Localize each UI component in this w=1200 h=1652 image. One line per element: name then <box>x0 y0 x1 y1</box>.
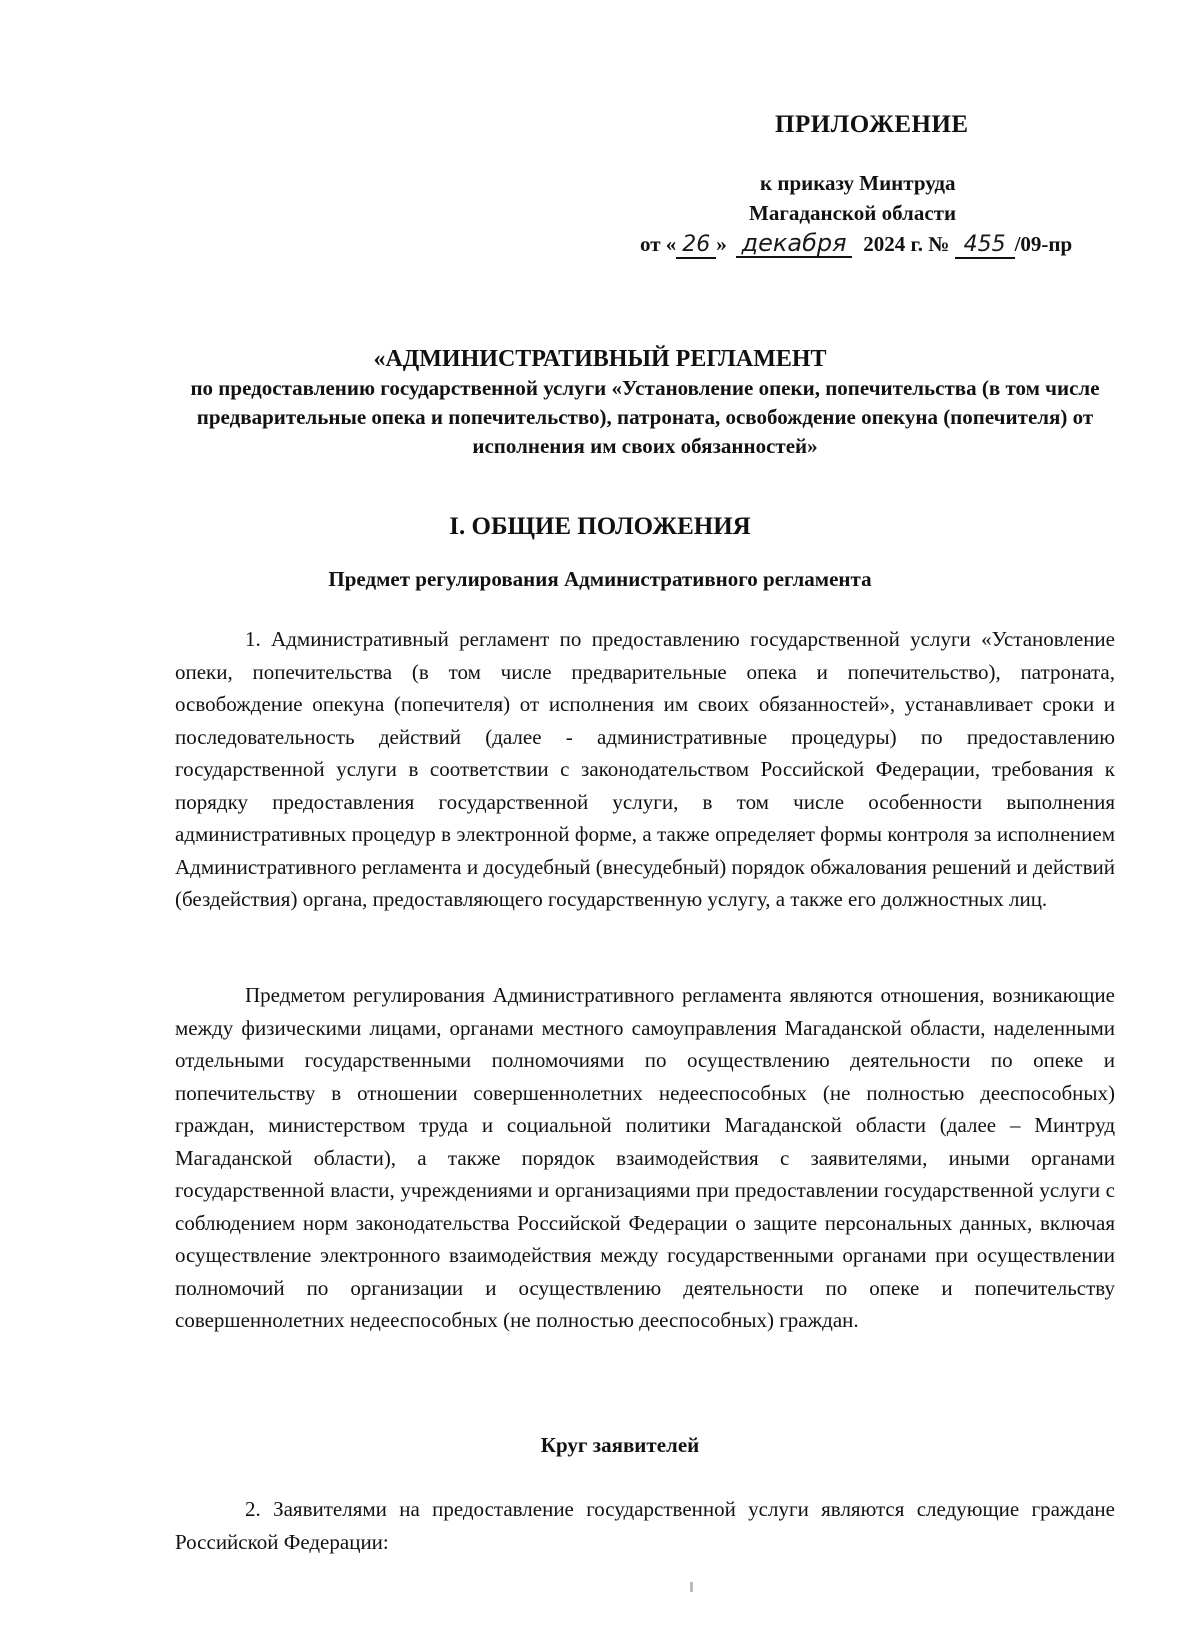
section-title: I. ОБЩИЕ ПОЛОЖЕНИЯ <box>449 513 751 540</box>
handwritten-day: 26 <box>676 233 716 259</box>
order-reference-line-2: Магаданской области <box>749 201 957 225</box>
subheading-applicants: Круг заявителей <box>540 1433 700 1457</box>
handwritten-order-number: 455 <box>955 233 1015 259</box>
paragraph-3: 2. Заявителями на предоставление государственной услуги являются следующие граждане Российской Федерации: <box>175 1497 1115 1554</box>
appendix-title: ПРИЛОЖЕНИЕ <box>775 111 969 138</box>
date-year-label: 2024 г. № <box>863 232 950 256</box>
paragraph-1: 1. Административный регламент по предоставлению государственной услуги «Установление опеки, попечительства (в том числе предварительные опека и попечительство), патроната, освобождение опекуна (попечителя) от исполнения им своих обязанностей», устанавливает сроки и последовательность действий (далее - административные процедуры) по предоставлению государственной услуги в соответствии с законодательством Российской Федерации, требования к порядку предоставления государственной услуги, в том числе особенности выполнения административных процедур в электронной форме, а также определяет формы контроля за исполнением Административного регламента и досудебный (внесудебный) порядок обжалования решений и действий (бездействия) органа, предоставляющего государственную услугу, а также его должностных лиц. <box>175 627 1115 911</box>
regulation-title: «АДМИНИСТРАТИВНЫЙ РЕГЛАМЕНТ <box>373 346 827 372</box>
order-reference-line-1: к приказу Минтруда <box>760 171 956 195</box>
order-date-line <box>640 230 1072 259</box>
date-prefix: от « <box>640 232 677 256</box>
regulation-subtitle: по предоставлению государственной услуги «Установление опеки, попечительства (в том числе предварительные опека и попечительство), патроната, освобождение опекуна (попечителя) от исполнения им своих обязанностей» <box>190 376 1100 458</box>
paragraph-2: Предметом регулирования Административного регламента являются отношения, возникающие между физическими лицами, органами местного самоуправления Магаданской области, наделенными отдельными государственными полномочиями по осуществлению деятельности по опеке и попечительству в отношении совершеннолетних недееспособных (не полностью дееспособных) граждан, министерством труда и социальной политики Магаданской области (далее – Минтруд Магаданской области), а также порядок взаимодействия с заявителями, иными органами государственной власти, учреждениями и организациями при предоставлении государственной услуги с соблюдением норм законодательства Российской Федерации о защите персональных данных, включая осуществление электронного взаимодействия между государственными органами при осуществлении полномочий по организации и осуществлению деятельности по опеке и попечительству совершеннолетних недееспособных (не полностью дееспособных) граждан. <box>175 983 1115 1332</box>
scan-artifact <box>690 1582 693 1592</box>
subheading-subject: Предмет регулирования Административного регламента <box>328 567 872 591</box>
handwritten-month: декабря <box>736 230 852 258</box>
order-number-suffix: /09-пр <box>1014 232 1073 256</box>
date-day-suffix: » <box>716 232 727 256</box>
